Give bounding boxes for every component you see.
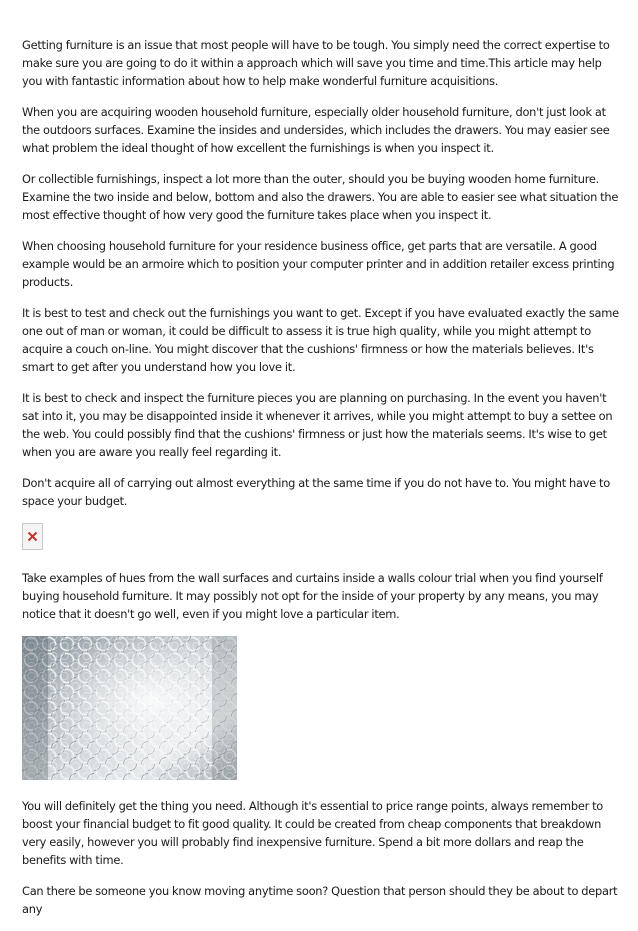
broken-image-icon <box>22 523 43 550</box>
paragraph-collectible-furnishings: Or collectible furnishings, inspect a lot more than the outer, should you be buying wooden home furniture. Examine the two inside and below, bottom and also the drawers. You are able to easier see what situation the most effective thought of how very good the furniture takes place when you inspect it. <box>22 172 619 222</box>
paragraph-budget-space: Don't acquire all of carrying out almost everything at the same time if you do not have to. You might have to space your budget. <box>22 476 610 508</box>
lace-curtain-photo <box>22 636 237 780</box>
paragraph-intro: Getting furniture is an issue that most people will have to be tough. You simply need the correct expertise to make sure you are going to do it within a approach which will save you time and time.This article may help you with fantastic information about how to help make wonderful furniture acquisitions. <box>22 38 610 88</box>
paragraph-quality-budget: You will definitely get the thing you need. Although it's essential to price range points, always remember to boost your financial budget to fit good quality. It could be created from cheap components that breakdown very easily, however you will probably find inexpensive furniture. Spend a bit more dollars and reap the benefits with time. <box>22 799 604 867</box>
paragraph-test-furnishings: It is best to test and check out the furnishings you want to get. Except if you have evaluated exactly the same one out of man or woman, it could be difficult to assess it is true high quality, while you might attempt to acquire a couch on-line. You might discover that the cushions' firmness or how the materials believes. It's smart to get after you understand how you love it. <box>22 306 619 374</box>
paragraph-wooden-furniture: When you are acquiring wooden household furniture, especially older household furniture, don't just look at the outdoors surfaces. Examine the insides and undersides, which includes the drawers. You may easier see what problem the ideal thought of how excellent the furnishings is when you inspect it. <box>22 105 610 155</box>
paragraph-inspect-furniture: It is best to check and inspect the furniture pieces you are planning on purchasing. In the event you haven't sat into it, you may be disappointed inside it whenever it arrives, while you might attempt to buy a settee on the web. You could possibly find that the cushions' firmness or just how the materials seems. It's wise to get when you are aware you really feel regarding it. <box>22 391 613 459</box>
paragraph-moving-friend: Can there be someone you know moving anytime soon? Question that person should they be about to depart any <box>22 884 618 916</box>
close-x-icon <box>27 531 38 542</box>
paragraph-home-office: When choosing household furniture for your residence business office, get parts that are versatile. A good example would be an armoire which to position your computer printer and in addition retailer excess printing products. <box>22 239 615 289</box>
paragraph-colour-samples: Take examples of hues from the wall surfaces and curtains inside a walls colour trial when you find yourself buying household furniture. It may possibly not opt for the inside of your property by any means, you may notice that it doesn't go well, even if you might love a particular item. <box>22 571 603 621</box>
document-body <box>22 36 620 931</box>
